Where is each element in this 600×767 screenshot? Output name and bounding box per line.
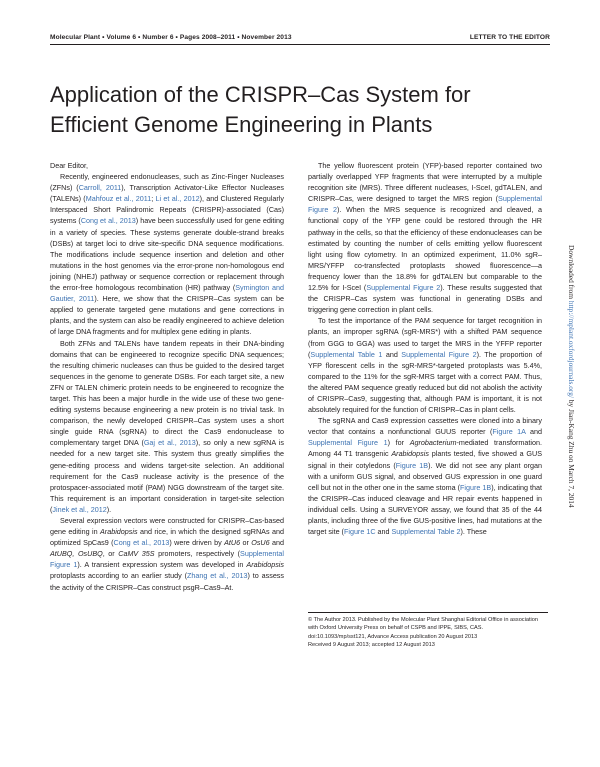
paragraph: To test the importance of the PAM sequence for target recognition in plants, an improper sgRNA (sgR-MRS*) with a shifted PAM sequence (from GGG to GGA) was used to target the MRS in the YFFP reporter (Supplemental Table 1 and Supplemental Figure 2). The proportion of YFP florescent cells in the sgR-MRS*-targeted protoplasts was 5.4%, compared to the 11% for the sgR-MRS target with a correct PAM. Thus, the altered PAM sequence greatly reduced but did not abolish the activity of CRISPR–Cas9, suggesting that, although PAM is important, it is not absolutely required for the function of CRISPR–Cas in plant cells. [308, 316, 542, 415]
paragraph: Recently, engineered endonucleases, such as Zinc-Finger Nucleases (ZFNs) (Carroll, 2011), Transcription Activator-Like Effector Nucleases (TALENs) (Mahfouz et al., 2011; Li et al., 2012), and Clustered Regularly Interspaced Short Palindromic Repeats (CRISPR)-associated (Cas) systems (Cong et al., 2013) have been successfully used for gene editing in a variety of species. These systems generate double-strand breaks (DSBs) at target loci to drive site-specific DNA sequence modifications. The modifications include sequence insertion and deletion and other mutations in the host genomes via the error-prone non-homologous end joining (NHEJ) pathway or sequence correction or replacement through the error-free homologous recombination (HR) pathway (Symington and Gautier, 2011). Here, we show that the CRISPR–Cas system can be applied to generate targeted gene mutations and gene corrections in plants, and the system can also be readily engineered to achieve deletion of large DNA fragments and for multiplex gene editing in plants. [50, 172, 285, 337]
supplement-link[interactable]: Supplemental Figure 1 [50, 549, 284, 570]
supplement-link[interactable]: Supplemental Figure 2 [401, 349, 477, 359]
article-type: LETTER TO THE EDITOR [469, 34, 550, 41]
running-header [50, 34, 550, 41]
footnote-divider [308, 612, 548, 613]
paragraph: The yellow fluorescent protein (YFP)-based reporter contained two partially overlapped YFP fragments that were interrupted by a multiple recognition site (MRS). Three different nucleases, I-SceI, gdTALEN, and CRISPR–Cas, were designed to target the MRS region (Supplemental Figure 2). When the MRS sequence is recognized and cleaved, a functional copy of the YFP gene could be restored through the HR pathway in the cells, so that the efficiency of these endonucleases can be estimated by counting the number of cells emitting yellow fluorescent light using flow cytometry. In an optimized experiment, 11.0% sgR–MRS/YFFP co-transfected protoplasts showed fluorescence—a frequency lower than the 18.8% for gdTALEN but comparable to the 12.5% for I-SceI (Supplemental Figure 2). These results suggested that the CRISPR–Cas system was functional in generating DSBs and triggering gene correction in plant cells. [308, 161, 542, 315]
supplement-link[interactable]: Supplemental Figure 1 [308, 438, 388, 448]
figure-link[interactable]: Figure 1C [343, 527, 376, 537]
paragraph: Both ZFNs and TALENs have tandem repeats in their DNA-binding domains that can be engineered to recognize specific DNA sequences; the resulting chimeric nucleases can thus be guided to the desired target sequences in the genome to generate DSBs. For each target site, a new ZFN or TALEN chimeric protein needs to be engineered to recognize the target. This has been a major hurdle in the wide use of these two gene-editing systems because engineering a new protein is no trivial task. In comparison, the newly developed CRISPR–Cas system uses a short single guide RNA (sgRNA) to direct the Cas9 endonuclease to complementary target DNA (Gaj et al., 2013), so only a new sgRNA is needed for a new target site. This system thus greatly simplifies the gene-editing process and widens target-site selection. An additional requirement for the Cas9 nuclease activity is the presence of the protospacer-associated motif (PAM) NGG downstream of the target site. This requirement is an important consideration in target-site selection (Jinek et al., 2012). [50, 338, 284, 514]
citation-link[interactable]: Jinek et al., 2012 [52, 504, 107, 514]
header-divider [50, 44, 550, 45]
citation-link[interactable]: Carroll, 2011 [78, 183, 122, 193]
copyright-notice: © The Author 2013. Published by the Molecular Plant Shanghai Editorial Office in association with Oxford University Press on behalf of CSPB and IPPE, SIBS, CAS. [308, 617, 538, 632]
salutation: Dear Editor, [50, 161, 88, 170]
citation-link[interactable]: Zhang et al., 2013 [187, 571, 248, 581]
article-title: Application of the CRISPR–Cas System for Efficient Genome Engineering in Plants [50, 82, 471, 137]
citation-link[interactable]: Symington and Gautier, 2011 [50, 283, 284, 304]
supplement-link[interactable]: Supplemental Table 2 [391, 527, 461, 537]
citation-link[interactable]: Cong et al., 2013 [80, 216, 136, 226]
paragraph: The sgRNA and Cas9 expression cassettes were cloned into a binary vector that contains a nonfunctional GUUS reporter (Figure 1A and Supplemental Figure 1) for Agrobacterium-mediated transformation. Among 44 T1 transgenic Arabidopsis plants tested, five showed a GUS signal in their cotyledons (Figure 1B). We did not see any plant organ with a uniform GUS signal, and observed GUS expression in one guard cell but not in the other one in the same stoma (Figure 1B), indicating that the CRISPR–Cas induced cleavage and HR repair events happened in individual cells. Using a SURVEYOR assay, we found that 35 of the 44 plants, including three of the five GUS-positive lines, had mutations at the target site (Figure 1C and Supplemental Table 2). These [308, 416, 542, 537]
figure-link[interactable]: Figure 1B [395, 460, 429, 470]
journal-citation: Molecular Plant • Volume 6 • Number 6 • Pages 2008–2011 • November 2013 [50, 34, 292, 41]
figure-link[interactable]: Figure 1B [460, 482, 492, 492]
journal-url-link[interactable]: http://mplant.oxfordjournals.org/ [567, 300, 576, 398]
supplement-link[interactable]: Supplemental Figure 2 [366, 283, 441, 293]
citation-link[interactable]: Li et al., 2012 [155, 194, 200, 204]
footnote [308, 616, 548, 650]
figure-link[interactable]: Figure 1A [492, 427, 526, 437]
right-column [308, 160, 542, 537]
download-watermark: Downloaded from http://mplant.oxfordjournals.org/ by Jian-Kang Zhu on March 7, 2014 [567, 245, 576, 508]
paragraph: Several expression vectors were constructed for CRISPR–Cas-based gene editing in Arabidopsis and rice, in which the designed sgRNAs and optimized SpCas9 (Cong et al., 2013) were driven by AtU6 or OsU6 and AtUBQ, OsUBQ, or CaMV 35S promoters, respectively (Supplemental Figure 1). A transient expression system was developed in Arabidopsis protoplasts according to an earlier study (Zhang et al., 2013) to assess the activity of the CRISPR–Cas construct psgR–Cas9–At. [50, 516, 285, 592]
supplement-link[interactable]: Supplemental Figure 2 [308, 194, 542, 215]
received-line: Received 9 August 2013; accepted 12 August 2013 [308, 642, 435, 649]
citation-link[interactable]: Gaj et al., 2013 [143, 438, 196, 448]
left-column [50, 160, 284, 593]
supplement-link[interactable]: Supplemental Table 1 [310, 349, 383, 359]
citation-link[interactable]: Mahfouz et al., 2011 [85, 194, 152, 204]
doi-line: doi:10.1093/mp/sst121, Advance Access publication 20 August 2013 [308, 633, 478, 640]
citation-link[interactable]: Cong et al., 2013 [113, 538, 170, 548]
